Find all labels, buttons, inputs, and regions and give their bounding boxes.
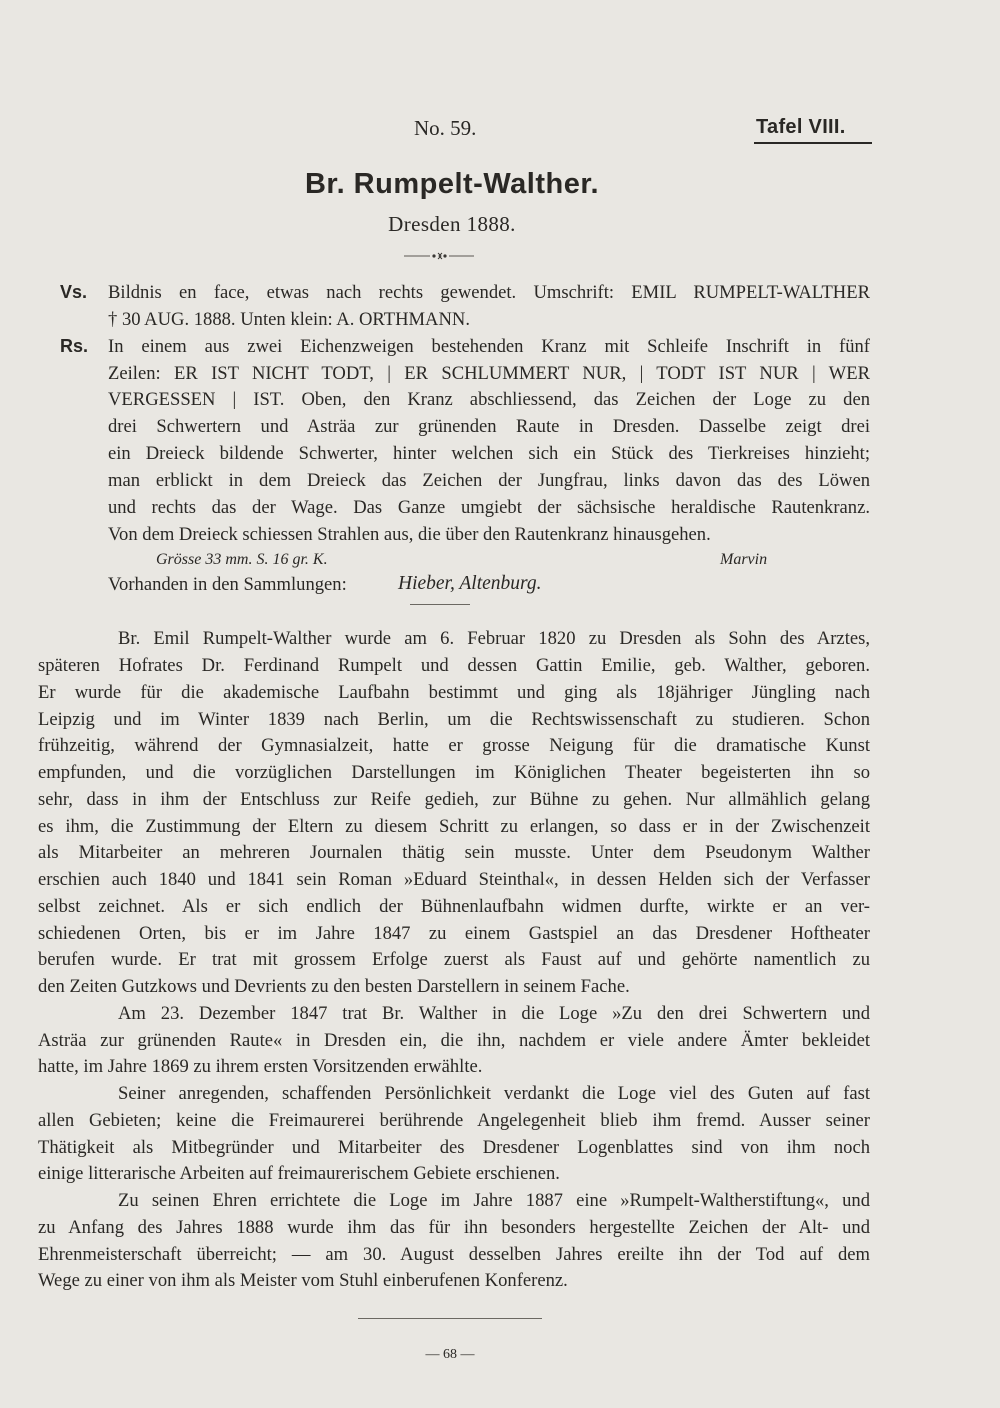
body-line: Seiner anregenden, schaffenden Persönlichkeit verdankt die Loge viel des Guten auf fast — [118, 1083, 870, 1104]
section-divider — [410, 604, 470, 605]
obverse-line: † 30 AUG. 1888. Unten klein: A. ORTHMANN. — [108, 309, 470, 330]
body-line: Leipzig und im Winter 1839 nach Berlin, um die Rechtswissenschaft zu studieren. Schon — [38, 709, 870, 730]
body-line: Er wurde für die akademische Laufbahn bestimmt und ging als 18jähriger Jüngling nach — [38, 682, 870, 703]
ornament-divider — [404, 250, 474, 262]
obverse-label: Vs. — [60, 282, 88, 302]
reverse-line: ein Dreieck bildende Schwerter, hinter welchen sich ein Stück des Tierkreises hinzieht; — [108, 443, 870, 464]
body-line: Asträa zur grünenden Raute« in Dresden ein, die ihn, nachdem er viele andere Ämter bekleidet — [38, 1030, 870, 1051]
body-line: empfunden, und die vorzüglichen Darstellungen im Königlichen Theater begeisterten ihn so — [38, 762, 870, 783]
medal-maker: Marvin — [720, 551, 768, 568]
body-line: frühzeitig, während der Gymnasialzeit, hatte er grosse Neigung für die dramatische Kunst — [38, 735, 870, 756]
body-line: als Mitarbeiter an mehreren Journalen thätig sein musste. Unter dem Pseudonym Walther — [38, 842, 870, 863]
reverse-line: man erblickt in dem Dreieck das Zeichen der Jungfrau, links davon das des Löwen — [108, 470, 870, 491]
body-line: selbst zeichnet. Als er sich endlich der Bühnenlaufbahn widmen durfte, wirkte er an ver- — [38, 896, 870, 917]
reverse-line: VERGESSEN | IST. Oben, den Kranz abschliessend, das Zeichen der Loge zu den — [108, 389, 870, 410]
medal-specs: Grösse 33 mm. S. 16 gr. K. — [156, 551, 328, 568]
reverse-line: Zeilen: ER IST NICHT TODT, | ER SCHLUMMERT NUR, | TODT IST NUR | WER — [108, 363, 870, 384]
end-divider — [358, 1318, 542, 1319]
page-number: — 68 — — [425, 1347, 475, 1362]
collections-label: Vorhanden in den Sammlungen: — [108, 574, 347, 595]
body-line: berufen wurde. Er trat mit grossem Erfolge zuerst als Faust auf und gehörte namentlich zu — [38, 949, 870, 970]
body-line: allen Gebieten; keine die Freimaurerei berührende Angelegenheit blieb ihm fremd. Ausser seiner — [38, 1110, 870, 1131]
obverse-line: Bildnis en face, etwas nach rechts gewendet. Umschrift: EMIL RUMPELT-WALTHER — [108, 282, 870, 303]
body-line: späteren Hofrates Dr. Ferdinand Rumpelt und dessen Gattin Emilie, geb. Walther, geboren. — [38, 655, 870, 676]
body-line: schiedenen Orten, bis er im Jahre 1847 zu einem Gastspiel an das Dresdener Hoftheater — [38, 923, 870, 944]
body-line: einige litterarische Arbeiten auf freimaurerischem Gebiete erschienen. — [38, 1163, 560, 1184]
body-line: zu Anfang des Jahres 1888 wurde ihm das für ihn besonders hergestellte Zeichen der Alt- und — [38, 1217, 870, 1238]
reverse-line: drei Schwertern und Asträa zur grünenden Raute in Dresden. Dasselbe zeigt drei — [108, 416, 870, 437]
body-line: Thätigkeit als Mitbegründer und Mitarbeiter des Dresdener Logenblattes sind von ihm noch — [38, 1137, 870, 1158]
body-line: Br. Emil Rumpelt-Walther wurde am 6. Februar 1820 zu Dresden als Sohn des Arztes, — [118, 628, 870, 649]
page-subtitle: Dresden 1888. — [388, 212, 516, 236]
page-title: Br. Rumpelt-Walther. — [304, 168, 600, 200]
reverse-line: In einem aus zwei Eichenzweigen bestehenden Kranz mit Schleife Inschrift in fünf — [108, 336, 870, 357]
body-line: Wege zu einer von ihm als Meister vom Stuhl einberufenen Konferenz. — [38, 1270, 568, 1291]
body-line: Am 23. Dezember 1847 trat Br. Walther in die Loge »Zu den drei Schwertern und — [118, 1003, 870, 1024]
body-line: Ehrenmeisterschaft überreicht; — am 30. August desselben Jahres ereilte ihn der Tod auf dem — [38, 1244, 870, 1265]
plate-number: Tafel VIII. — [756, 116, 846, 138]
body-line: hatte, im Jahre 1869 zu ihrem ersten Vorsitzenden erwählte. — [38, 1056, 483, 1077]
body-line: erschien auch 1840 und 1841 sein Roman »Eduard Steinthal«, in dessen Helden sich der Verfasser — [38, 869, 870, 890]
body-line: Zu seinen Ehren errichtete die Loge im Jahre 1887 eine »Rumpelt-Waltherstiftung«, und — [118, 1190, 870, 1211]
collections-places: Hieber, Altenburg. — [398, 573, 542, 594]
reverse-line: Von dem Dreieck schiessen Strahlen aus, die über den Rautenkranz hinausgehen. — [108, 524, 711, 545]
body-line: es ihm, die Zustimmung der Eltern zu diesem Schritt zu erlangen, so dass er in der Zwischenzeit — [38, 816, 870, 837]
reverse-line: und rechts das der Wage. Das Ganze umgiebt der sächsische heraldische Rautenkranz. — [108, 497, 870, 518]
reverse-label: Rs. — [60, 336, 89, 356]
plate-underline — [754, 142, 872, 144]
medal-number: No. 59. — [414, 116, 477, 140]
body-line: sehr, dass in ihm der Entschluss zur Reife gedieh, zur Bühne zu gehen. Nur allmählich gelang — [38, 789, 870, 810]
body-line: den Zeiten Gutzkows und Devrients zu den besten Darstellern in seinem Fache. — [38, 976, 630, 997]
